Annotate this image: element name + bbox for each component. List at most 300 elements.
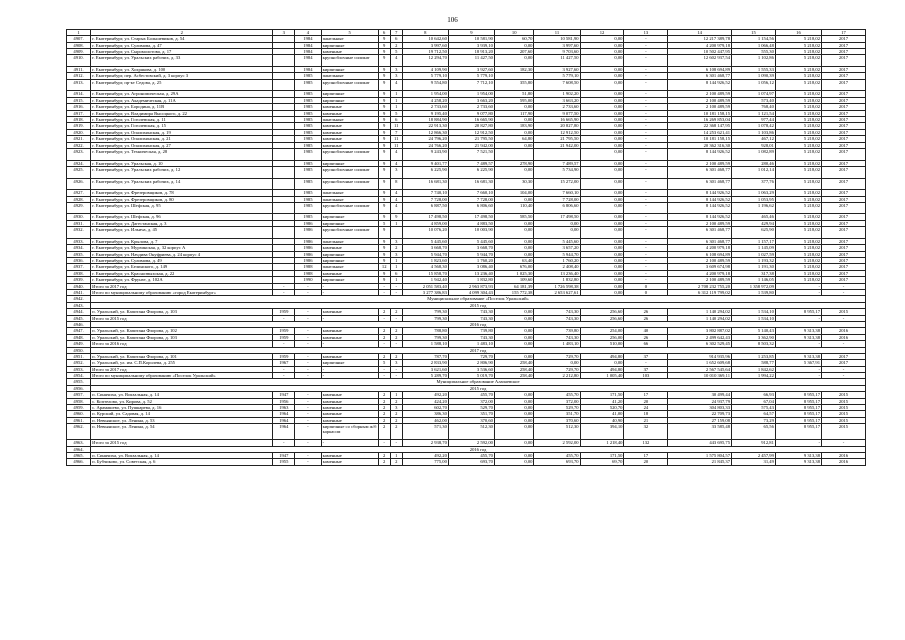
table-cell: 6 806,60 bbox=[448, 202, 494, 214]
table-cell: 585,50 bbox=[494, 214, 534, 220]
table-cell: - bbox=[624, 166, 668, 178]
table-cell: 5 218,02 bbox=[775, 264, 821, 270]
table-cell: 492,20 bbox=[402, 452, 448, 458]
table-cell: г. Екатеринбург, ул. Хохрякова, д. 100 bbox=[91, 67, 273, 73]
table-cell: 0,00 bbox=[494, 440, 534, 446]
table-cell: 6 887,50 bbox=[402, 202, 448, 214]
table-cell: 4962. bbox=[67, 424, 91, 440]
table-cell: 5 445,60 bbox=[448, 238, 494, 244]
table-cell: каменные bbox=[321, 328, 378, 334]
table-cell: 1 063,29 bbox=[732, 190, 776, 196]
table-cell: 4915. bbox=[67, 97, 91, 103]
table-cell: г. Екатеринбург, ул. Шефская, д. 96 bbox=[91, 214, 273, 220]
table-cell: 4937. bbox=[67, 264, 91, 270]
table-cell: 799,30 bbox=[402, 309, 448, 315]
table-cell: 5 bbox=[390, 110, 402, 116]
table-cell: - bbox=[273, 341, 295, 347]
table-cell: 1986 bbox=[295, 220, 321, 226]
table-cell: - bbox=[821, 373, 865, 379]
table-cell: 4926. bbox=[67, 178, 91, 190]
table-cell: 2017 bbox=[821, 110, 865, 116]
table-cell: 9 bbox=[378, 214, 390, 220]
table-cell: каменные bbox=[321, 411, 378, 417]
table-cell: 9 bbox=[378, 251, 390, 257]
table-cell: 4 200 979,18 bbox=[668, 270, 732, 276]
table-cell: 17 498,50 bbox=[402, 214, 448, 220]
table-cell: 1963 bbox=[273, 405, 295, 411]
table-cell: - bbox=[295, 398, 321, 404]
table-cell: 9 bbox=[378, 97, 390, 103]
table-cell: каменные bbox=[321, 142, 378, 148]
table-cell: 4954. bbox=[67, 373, 91, 379]
table-cell: 258,40 bbox=[494, 360, 534, 366]
table-cell: 1985 bbox=[295, 202, 321, 214]
table-cell: 5 bbox=[390, 49, 402, 55]
table-cell: 4966. bbox=[67, 459, 91, 465]
table-cell: 12 602 937,54 bbox=[668, 55, 732, 67]
table-cell: - bbox=[624, 214, 668, 220]
table-cell: - bbox=[624, 55, 668, 67]
table-cell: 2 100 489,59 bbox=[668, 91, 732, 97]
table-cell: 1 555,33 bbox=[732, 67, 776, 73]
table-cell: 1964 bbox=[273, 424, 295, 440]
table-cell: 11 bbox=[390, 136, 402, 142]
document-sheet bbox=[66, 29, 866, 466]
row-number-cell: 4964. bbox=[67, 446, 91, 452]
table-cell: 4965. bbox=[67, 452, 91, 458]
table-cell: - bbox=[624, 220, 668, 226]
table-cell: 1984 bbox=[295, 67, 321, 73]
table-cell: 3 939,10 bbox=[448, 42, 494, 48]
table-cell: 9 bbox=[378, 110, 390, 116]
table-cell: - bbox=[295, 459, 321, 465]
table-cell: 0,00 bbox=[580, 55, 624, 67]
table-cell: 20 827,80 bbox=[448, 123, 494, 129]
table-cell: 6 806,60 bbox=[534, 202, 580, 214]
table-cell: 743,30 bbox=[448, 334, 494, 340]
table-cell: 6 301 468,77 bbox=[668, 166, 732, 178]
table-cell: крупноблочные силикат bbox=[321, 227, 378, 239]
table-cell: 0,00 bbox=[494, 309, 534, 315]
table-cell: каменные bbox=[321, 136, 378, 142]
table-cell: 4963. bbox=[67, 440, 91, 446]
table-cell: 6 301 468,77 bbox=[668, 227, 732, 239]
column-number-cell: 1 bbox=[67, 30, 91, 36]
table-cell: 602,70 bbox=[402, 405, 448, 411]
table-cell: - bbox=[378, 440, 390, 446]
table-cell: 7 660,10 bbox=[534, 190, 580, 196]
table-cell: - bbox=[775, 315, 821, 321]
table-cell: 20 bbox=[624, 459, 668, 465]
table-cell: 0,00 bbox=[580, 251, 624, 257]
table-cell: 69,70 bbox=[580, 459, 624, 465]
column-number-cell: 9 bbox=[448, 30, 494, 36]
table-cell: 5 779,10 bbox=[448, 73, 494, 79]
table-cell: 0,00 bbox=[580, 160, 624, 166]
table-cell: 2017 bbox=[821, 270, 865, 276]
table-cell: 372,00 bbox=[534, 398, 580, 404]
table-cell: - bbox=[321, 373, 378, 379]
table-cell: - bbox=[775, 283, 821, 289]
table-cell: 2 806,90 bbox=[448, 360, 494, 366]
table-cell: 9 bbox=[378, 166, 390, 178]
table-cell: 5 218,02 bbox=[775, 220, 821, 226]
table-cell: 12 294,70 bbox=[402, 55, 448, 67]
table-cell: - bbox=[321, 440, 378, 446]
table-cell: 3 536,60 bbox=[448, 366, 494, 372]
table-cell: - bbox=[273, 283, 295, 289]
table-cell: 5 218,02 bbox=[775, 136, 821, 142]
table-cell: 2015 bbox=[821, 411, 865, 417]
table-cell: 2 733,60 bbox=[402, 104, 448, 110]
table-cell: 4920. bbox=[67, 129, 91, 135]
table-cell: 4 200 979,18 bbox=[668, 42, 732, 48]
table-cell: - bbox=[821, 289, 865, 295]
table-cell: 0,00 bbox=[580, 166, 624, 178]
table-cell: 2 100 489,59 bbox=[668, 104, 732, 110]
table-cell: - bbox=[390, 283, 402, 289]
table-cell: кирпичные bbox=[321, 91, 378, 97]
table-cell: 5 218,02 bbox=[775, 202, 821, 214]
table-cell: 1 253,85 bbox=[732, 353, 776, 359]
table-cell: г. Екатеринбург, ул. Уральских рабочих, д. 14 bbox=[91, 178, 273, 190]
table-cell: 2 bbox=[390, 334, 402, 340]
table-cell: 0,00 bbox=[580, 360, 624, 366]
table-cell: 17 498,50 bbox=[448, 214, 494, 220]
table-cell: 2017 bbox=[821, 258, 865, 264]
table-cell: панельные bbox=[321, 116, 378, 122]
table-cell: - bbox=[378, 341, 390, 347]
table-cell: 2017 bbox=[821, 166, 865, 178]
table-cell: п. Невьянское, ул. Ленина, д. 54 bbox=[91, 424, 273, 440]
table-cell: 9 bbox=[378, 258, 390, 264]
table-cell: 3 bbox=[390, 251, 402, 257]
table-cell: г. Екатеринбург, ул. Мурзинская, д. 32 корпус А bbox=[91, 245, 273, 251]
table-cell: 4 bbox=[390, 202, 402, 214]
table-cell: 15 858,70 bbox=[402, 270, 448, 276]
table-cell: 2017 bbox=[821, 245, 865, 251]
table-cell: 317,38 bbox=[732, 270, 776, 276]
table-cell: 1 102,86 bbox=[732, 55, 776, 67]
table-cell: 5 140,43 bbox=[732, 328, 776, 334]
table-cell: 1985 bbox=[295, 166, 321, 178]
table-cell: - bbox=[378, 373, 390, 379]
table-cell: 1 053,95 bbox=[732, 196, 776, 202]
table-cell: 256,60 bbox=[580, 315, 624, 321]
table-cell: 2 bbox=[390, 398, 402, 404]
table-cell: 24 937,79 bbox=[668, 398, 732, 404]
table-cell: 394,10 bbox=[580, 424, 624, 440]
table-cell: 0,00 bbox=[494, 392, 534, 398]
table-cell: 1 082,89 bbox=[732, 148, 776, 160]
table-cell: 2 653 627,61 bbox=[534, 289, 580, 295]
table-cell: 3 bbox=[390, 73, 402, 79]
table-cell: - bbox=[624, 67, 668, 73]
table-cell: 0,00 bbox=[534, 360, 580, 366]
column-number-cell: 14 bbox=[668, 30, 732, 36]
table-cell: каменные bbox=[321, 334, 378, 340]
table-cell: 0,00 bbox=[494, 251, 534, 257]
table-cell: 3 609 674,98 bbox=[668, 264, 732, 270]
table-cell: 7 489,57 bbox=[534, 160, 580, 166]
table-cell: 9 bbox=[378, 55, 390, 67]
table-cell: 1985 bbox=[295, 129, 321, 135]
table-cell: 1 bbox=[390, 264, 402, 270]
table-cell: 7 489,57 bbox=[448, 160, 494, 166]
table-cell: Итого за 2015 год bbox=[91, 315, 273, 321]
table-cell: 20 bbox=[624, 398, 668, 404]
table-cell: 5 218,02 bbox=[775, 36, 821, 42]
table-cell: 5 218,02 bbox=[775, 196, 821, 202]
table-cell: 4907. bbox=[67, 36, 91, 42]
table-cell: 5 218,02 bbox=[775, 245, 821, 251]
table-cell: 1985 bbox=[295, 214, 321, 220]
table-cell: 4909. bbox=[67, 49, 91, 55]
table-cell: 5 218,02 bbox=[775, 142, 821, 148]
table-cell: 455,70 bbox=[448, 452, 494, 458]
table-cell: каменные bbox=[321, 417, 378, 423]
row-number-cell: 4942. bbox=[67, 296, 91, 302]
table-cell: - bbox=[295, 328, 321, 334]
table-cell: 21 845,37 bbox=[668, 459, 732, 465]
table-cell: 4 099 304,43 bbox=[448, 289, 494, 295]
table-cell: кирпичные bbox=[321, 42, 378, 48]
table-cell: 2015 bbox=[821, 417, 865, 423]
table-cell: 5 289,70 bbox=[402, 373, 448, 379]
table-cell: - bbox=[624, 136, 668, 142]
table-cell: 32 bbox=[624, 424, 668, 440]
table-cell: 2017 bbox=[821, 353, 865, 359]
table-cell: 9 bbox=[378, 42, 390, 48]
table-cell: 9 401,77 bbox=[402, 160, 448, 166]
table-cell: 0,00 bbox=[494, 104, 534, 110]
table-cell: 1985 bbox=[295, 97, 321, 103]
table-cell: - bbox=[624, 178, 668, 190]
table-cell: 8 955,17 bbox=[775, 417, 821, 423]
table-cell: 2017 bbox=[821, 196, 865, 202]
table-cell: 494,80 bbox=[580, 353, 624, 359]
table-cell: 18 bbox=[624, 411, 668, 417]
table-cell: кирпичные bbox=[321, 97, 378, 103]
table-cell: 8 955,17 bbox=[775, 309, 821, 315]
table-cell: каменные bbox=[321, 129, 378, 135]
table-cell: - bbox=[624, 251, 668, 257]
table-cell: 1 588,10 bbox=[402, 341, 448, 347]
table-cell: 575,43 bbox=[732, 405, 776, 411]
table-cell: 5 218,02 bbox=[775, 277, 821, 283]
table-cell bbox=[494, 148, 534, 160]
table-cell: 2015 bbox=[821, 392, 865, 398]
table-cell: 1985 bbox=[295, 148, 321, 160]
table-cell: 2017 bbox=[821, 97, 865, 103]
table-cell: 3 bbox=[390, 360, 402, 366]
table-cell: - bbox=[624, 245, 668, 251]
table-cell: 24 bbox=[624, 405, 668, 411]
table-cell: - bbox=[624, 110, 668, 116]
table-cell: 1 832,80 bbox=[534, 277, 580, 283]
table-cell: г. Екатеринбург, пер. Асбестовский, д. 3 корпус 3 bbox=[91, 73, 273, 79]
table-cell: 1 bbox=[390, 392, 402, 398]
table-cell: 625,90 bbox=[732, 227, 776, 239]
table-cell: 1985 bbox=[295, 136, 321, 142]
table-cell: кирпичные bbox=[321, 277, 378, 283]
table-cell: 1985 bbox=[295, 190, 321, 196]
table-cell: 30,30 bbox=[494, 178, 534, 190]
table-cell: 2 bbox=[390, 353, 402, 359]
table-cell: 7 712,10 bbox=[448, 79, 494, 91]
table-cell: 4941. bbox=[67, 289, 91, 295]
table-cell: 1 193,32 bbox=[732, 258, 776, 264]
table-cell: 2017 bbox=[821, 227, 865, 239]
table-cell: 11 427,50 bbox=[534, 55, 580, 67]
table-cell: 1985 bbox=[295, 91, 321, 97]
table-cell: 1 534,10 bbox=[732, 315, 776, 321]
table-cell: 912,81 bbox=[732, 440, 776, 446]
table-cell: 10 581,90 bbox=[534, 36, 580, 42]
table-cell: 9 077,80 bbox=[448, 110, 494, 116]
table-cell: 1986 bbox=[295, 238, 321, 244]
table-cell: 0,00 bbox=[494, 220, 534, 226]
table-cell: п. Синячиха, ул. Вокзальная, д. 14 bbox=[91, 392, 273, 398]
table-cell: 729,70 bbox=[448, 353, 494, 359]
table-cell: 739,80 bbox=[448, 328, 494, 334]
table-cell: 183,90 bbox=[494, 123, 534, 129]
table-cell bbox=[273, 166, 295, 178]
table-cell: 693,70 bbox=[448, 459, 494, 465]
table-cell: 9 bbox=[378, 36, 390, 42]
table-cell: г. Екатеринбург, ул. Фрунзе, д. 102А bbox=[91, 277, 273, 283]
table-cell: каменные bbox=[321, 104, 378, 110]
table-cell: 0,00 bbox=[580, 42, 624, 48]
table-cell: 6 301 468,77 bbox=[668, 238, 732, 244]
table-cell: г. Екатеринбург, ул. Опалихинская, д. 21 bbox=[91, 136, 273, 142]
table-cell: 7 728,00 bbox=[402, 196, 448, 202]
table-cell: 2016 bbox=[821, 328, 865, 334]
table-cell: 0,00 bbox=[580, 202, 624, 214]
table-cell: 10 502 447,95 bbox=[668, 49, 732, 55]
table-cell: 13 236,40 bbox=[534, 270, 580, 276]
table-cell: 9 313,38 bbox=[775, 353, 821, 359]
table-cell: 1986 bbox=[295, 245, 321, 251]
table-cell: - bbox=[624, 129, 668, 135]
table-cell: - bbox=[624, 97, 668, 103]
table-cell: 4 883,50 bbox=[448, 220, 494, 226]
table-cell: 4 bbox=[390, 190, 402, 196]
table-cell: Итого за 2017 год bbox=[91, 283, 273, 289]
table-cell: 4929. bbox=[67, 202, 91, 214]
table-cell: 0,00 bbox=[494, 411, 534, 417]
table-cell: 9 313,38 bbox=[775, 328, 821, 334]
table-cell: кирпичные bbox=[321, 258, 378, 264]
table-cell: 67,04 bbox=[732, 398, 776, 404]
table-cell: 2017 bbox=[821, 91, 865, 97]
table-cell: п. Курский, ул. Садовая, д. 14 bbox=[91, 411, 273, 417]
table-cell: 16 665,90 bbox=[448, 116, 494, 122]
table-cell: 9 bbox=[378, 73, 390, 79]
table-cell: 3 663,20 bbox=[448, 97, 494, 103]
table-cell: - bbox=[321, 341, 378, 347]
table-cell: - bbox=[624, 160, 668, 166]
table-cell: 60,70 bbox=[494, 36, 534, 42]
table-row bbox=[67, 202, 866, 214]
table-cell bbox=[273, 178, 295, 190]
table-cell: 5 218,02 bbox=[775, 116, 821, 122]
table-cell: - bbox=[624, 277, 668, 283]
table-cell: - bbox=[273, 373, 295, 379]
table-cell: 132 bbox=[624, 440, 668, 446]
table-cell: - bbox=[273, 315, 295, 321]
table-cell: 1964 bbox=[273, 417, 295, 423]
table-cell: 787,70 bbox=[402, 353, 448, 359]
table-cell: 4921. bbox=[67, 136, 91, 142]
table-cell: 1947 bbox=[273, 452, 295, 458]
table-cell: 1 012,14 bbox=[732, 166, 776, 178]
table-cell: 4925. bbox=[67, 166, 91, 178]
table-cell: 443 695,75 bbox=[668, 440, 732, 446]
table-cell: 2 bbox=[378, 328, 390, 334]
table-cell: Итого по муниципальному образованию «город Екатеринбург» bbox=[91, 289, 273, 295]
table-cell: 5 218,02 bbox=[775, 258, 821, 264]
table-cell: 3 997,60 bbox=[534, 42, 580, 48]
table-cell: 2017 bbox=[821, 178, 865, 190]
table-cell: 4934. bbox=[67, 245, 91, 251]
table-cell: 5 779,10 bbox=[402, 73, 448, 79]
table-cell: 743,30 bbox=[534, 309, 580, 315]
table-cell: 1986 bbox=[295, 258, 321, 264]
table-cell: г. Екатеринбург, ул. Дагестанская, д. 3 bbox=[91, 220, 273, 226]
table-cell: Итого за 2016 год bbox=[91, 341, 273, 347]
table-cell: 1985 bbox=[295, 104, 321, 110]
table-cell: крупноблочные силикат bbox=[321, 202, 378, 214]
table-cell: 1985 bbox=[295, 142, 321, 148]
table-cell: 2017 bbox=[821, 190, 865, 196]
table-cell: 1 bbox=[390, 220, 402, 226]
table-cell: 22 913,30 bbox=[402, 123, 448, 129]
table-cell: - bbox=[624, 196, 668, 202]
table-cell: - bbox=[624, 91, 668, 97]
table-cell: 3 663,20 bbox=[534, 97, 580, 103]
table-cell: - bbox=[321, 366, 378, 372]
table-cell: - bbox=[295, 452, 321, 458]
table-cell: 1986 bbox=[295, 227, 321, 239]
table-cell: 555,30 bbox=[732, 49, 776, 55]
table-cell: г. Екатеринбург, ул. Опалихинская, д. 27 bbox=[91, 142, 273, 148]
table-cell: каменные bbox=[321, 392, 378, 398]
table-cell: 0,00 bbox=[580, 36, 624, 42]
table-cell: 0,00 bbox=[580, 91, 624, 97]
table-cell: - bbox=[624, 190, 668, 196]
table-cell: 512,30 bbox=[448, 424, 494, 440]
table-cell: г. Екатеринбург, ул. Уральских рабочих, д. 33 bbox=[91, 55, 273, 67]
table-cell: 8 955,17 bbox=[775, 392, 821, 398]
table-cell: 9 077,50 bbox=[534, 110, 580, 116]
table-cell: 9 bbox=[378, 227, 390, 239]
table-cell: 0,00 bbox=[580, 270, 624, 276]
table-cell: 1 bbox=[390, 104, 402, 110]
table-cell: 9 bbox=[378, 238, 390, 244]
table-cell: 9 bbox=[378, 123, 390, 129]
table-cell: 0,00 bbox=[580, 79, 624, 91]
table-cell: 17 bbox=[624, 392, 668, 398]
table-cell: панельные bbox=[321, 36, 378, 42]
year-label: 2017 год bbox=[91, 347, 866, 353]
table-cell: 4912. bbox=[67, 73, 91, 79]
table-cell: 8 144 926,52 bbox=[668, 148, 732, 160]
table-cell: 5 218,02 bbox=[775, 55, 821, 67]
column-number-cell: 6 bbox=[378, 30, 390, 36]
table-cell: 10 181 158,15 bbox=[668, 136, 732, 142]
table-cell: 4961. bbox=[67, 417, 91, 423]
